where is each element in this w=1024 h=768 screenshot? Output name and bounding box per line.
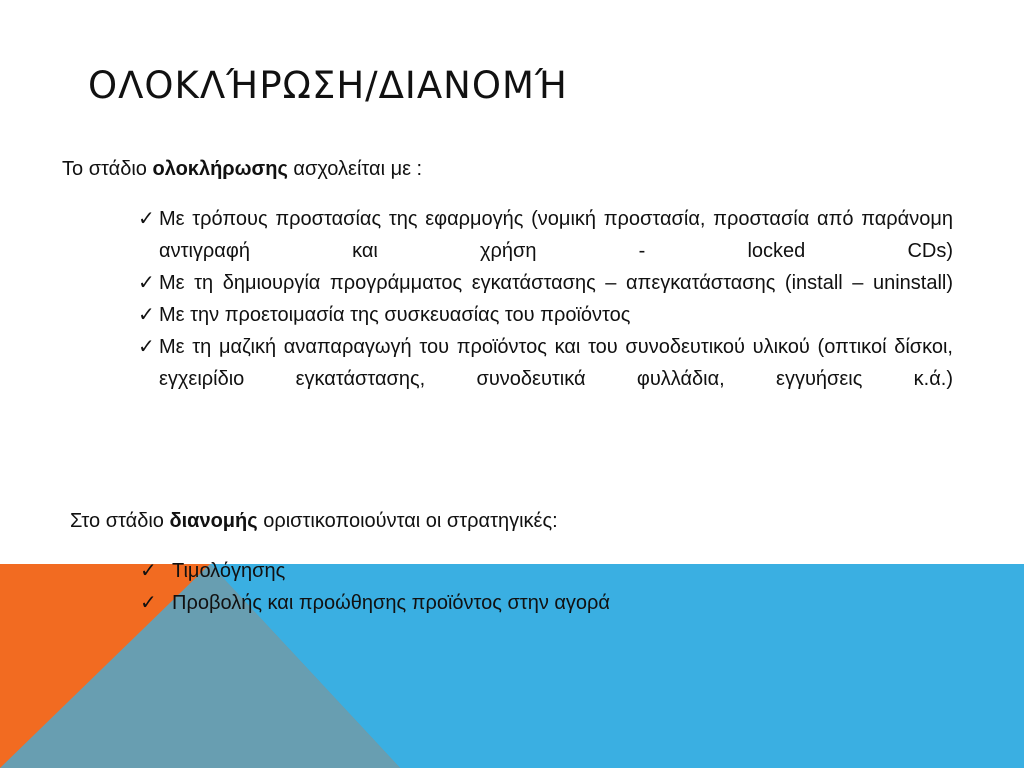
checkmark-icon: ✓ — [138, 272, 155, 294]
list-item-text: Με τη μαζική αναπαραγωγή του προϊόντος και του συνοδευτικού υλικού (οπτικοί δίσκοι, εγχειρίδιο εγκατάστασης, συνοδευτικά φυλλάδια, εγγυήσεις κ.ά.) — [159, 336, 953, 390]
distribution-intro-bold: διανομής — [169, 510, 258, 532]
list-item — [138, 203, 953, 267]
checkmark-icon: ✓ — [138, 304, 155, 326]
checkmark-icon: ✓ — [140, 592, 157, 614]
checkmark-icon: ✓ — [138, 336, 155, 358]
list-item — [138, 331, 953, 395]
list-item-text: Με τη δημιουργία προγράμματος εγκατάστασης – απεγκατάστασης (install – uninstall) — [159, 272, 953, 294]
list-item — [138, 299, 953, 331]
completion-intro-prefix: Το στάδιο — [62, 158, 153, 180]
completion-intro — [62, 153, 962, 185]
completion-list — [138, 203, 953, 395]
list-item-text: Με τρόπους προστασίας της εφαρμογής (νομική προστασία, προστασία από παράνομη αντιγραφή και χρήση - locked CDs) — [159, 208, 953, 262]
list-item — [140, 555, 840, 587]
list-item-text: Τιμολόγησης — [172, 560, 286, 582]
list-item — [140, 587, 840, 619]
list-item-text: Προβολής και προώθησης προϊόντος στην αγορά — [172, 592, 610, 614]
checkmark-icon: ✓ — [140, 560, 157, 582]
distribution-list — [140, 555, 840, 619]
distribution-intro-prefix: Στο στάδιο — [70, 510, 170, 532]
slide-title: ΟΛΟΚΛΉΡΩΣΗ/ΔΙΑΝΟΜΉ — [88, 64, 569, 107]
list-item-text: Με την προετοιμασία της συσκευασίας του προϊόντος — [159, 304, 631, 326]
completion-intro-suffix: ασχολείται με : — [287, 158, 423, 180]
distribution-intro-suffix: οριστικοποιούνται οι στρατηγικές: — [257, 510, 558, 532]
completion-intro-bold: ολοκλήρωσης — [152, 158, 288, 180]
distribution-intro — [70, 505, 970, 537]
checkmark-icon: ✓ — [138, 208, 155, 230]
list-item — [138, 267, 953, 299]
